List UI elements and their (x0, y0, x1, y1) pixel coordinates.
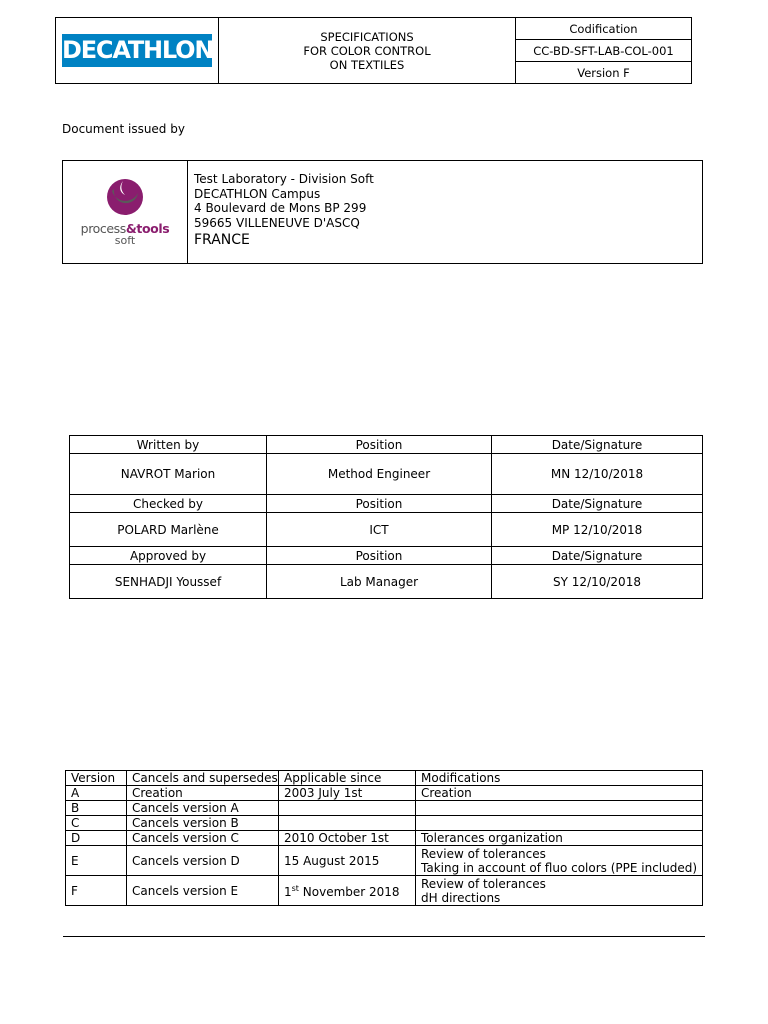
version-row (66, 801, 703, 816)
version-history-table (65, 770, 703, 906)
issuer-line: DECATHLON Campus (194, 186, 321, 201)
version-row (66, 876, 703, 906)
issued-by-label: Document issued by (62, 122, 185, 136)
modification-line: Review of tolerances (421, 846, 546, 861)
logo-word-process: process (80, 221, 126, 236)
date-signature-header: Date/Signature (492, 495, 703, 513)
process-tools-logo (81, 177, 170, 247)
modifications-cell: Creation (416, 786, 703, 801)
modifications-cell (416, 801, 703, 816)
cancels-cell: Cancels version E (127, 876, 279, 906)
since-cell (279, 801, 416, 816)
cancels-cell: Cancels version D (127, 846, 279, 876)
process-tools-symbol-icon (105, 177, 145, 217)
modifications-header: Modifications (416, 771, 703, 786)
checker-position: ICT (267, 513, 492, 547)
position-header: Position (267, 436, 492, 454)
version-header: Version (66, 771, 127, 786)
version-cell: F (66, 876, 127, 906)
issuer-line: 4 Boulevard de Mons BP 299 (194, 201, 367, 215)
footer-divider (63, 936, 705, 937)
modification-line: Review of tolerances (421, 876, 546, 891)
version-cell: C (66, 816, 127, 831)
document-header (55, 17, 692, 84)
document-code: CC-BD-SFT-LAB-COL-001 (516, 40, 692, 62)
logo-word-tools: &tools (125, 221, 170, 236)
version-row (66, 831, 703, 846)
date-signature-header: Date/Signature (492, 547, 703, 565)
issuer-address (188, 161, 703, 264)
since-rest: November 2018 (298, 885, 400, 899)
version-row (66, 816, 703, 831)
cancels-cell: Cancels version C (127, 831, 279, 846)
since-day: 1 (284, 885, 292, 899)
codification-label: Codification (516, 18, 692, 40)
logo-word-soft: soft (114, 234, 136, 247)
title-line: SPECIFICATIONS (320, 29, 414, 44)
version-row (66, 786, 703, 801)
date-signature-header: Date/Signature (492, 436, 703, 454)
writer-date: MN 12/10/2018 (492, 454, 703, 495)
approver-name: SENHADJI Youssef (70, 565, 267, 599)
checker-date: MP 12/10/2018 (492, 513, 703, 547)
cancels-cell: Cancels version B (127, 816, 279, 831)
cancels-cell: Cancels version A (127, 801, 279, 816)
version-cell: B (66, 801, 127, 816)
version-cell: D (66, 831, 127, 846)
modifications-cell: Tolerances organization (416, 831, 703, 846)
modifications-cell (416, 876, 703, 906)
since-cell (279, 816, 416, 831)
approver-date: SY 12/10/2018 (492, 565, 703, 599)
position-header: Position (267, 495, 492, 513)
version-cell: A (66, 786, 127, 801)
issuer-box (62, 160, 703, 264)
title-line: FOR COLOR CONTROL (303, 43, 431, 58)
checker-name: POLARD Marlène (70, 513, 267, 547)
since-cell (279, 876, 416, 906)
cancels-cell: Creation (127, 786, 279, 801)
approver-position: Lab Manager (267, 565, 492, 599)
writer-position: Method Engineer (267, 454, 492, 495)
written-by-header: Written by (70, 436, 267, 454)
decathlon-logo-cell (56, 18, 219, 84)
document-title (219, 18, 516, 84)
cancels-header: Cancels and supersedes (127, 771, 279, 786)
decathlon-logo: DECATHLON (62, 34, 212, 67)
issuer-line: 59665 VILLENEUVE D'ASCQ (194, 215, 360, 230)
approved-by-header: Approved by (70, 547, 267, 565)
issuer-country: FRANCE (194, 232, 250, 248)
title-line: ON TEXTILES (329, 57, 405, 72)
since-cell: 2010 October 1st (279, 831, 416, 846)
since-cell: 15 August 2015 (279, 846, 416, 876)
signature-table (69, 435, 703, 599)
issuer-line: Test Laboratory - Division Soft (194, 172, 374, 186)
applicable-since-header: Applicable since (279, 771, 416, 786)
modification-line: dH directions (421, 890, 501, 905)
since-ordinal: st (291, 884, 299, 893)
modification-line: Taking in account of fluo colors (PPE included) (421, 860, 698, 875)
version-cell: E (66, 846, 127, 876)
position-header: Position (267, 547, 492, 565)
version-row (66, 846, 703, 876)
process-tools-logo-cell (63, 161, 188, 264)
modifications-cell (416, 816, 703, 831)
writer-name: NAVROT Marion (70, 454, 267, 495)
since-cell: 2003 July 1st (279, 786, 416, 801)
modifications-cell (416, 846, 703, 876)
document-version: Version F (516, 62, 692, 84)
checked-by-header: Checked by (70, 495, 267, 513)
